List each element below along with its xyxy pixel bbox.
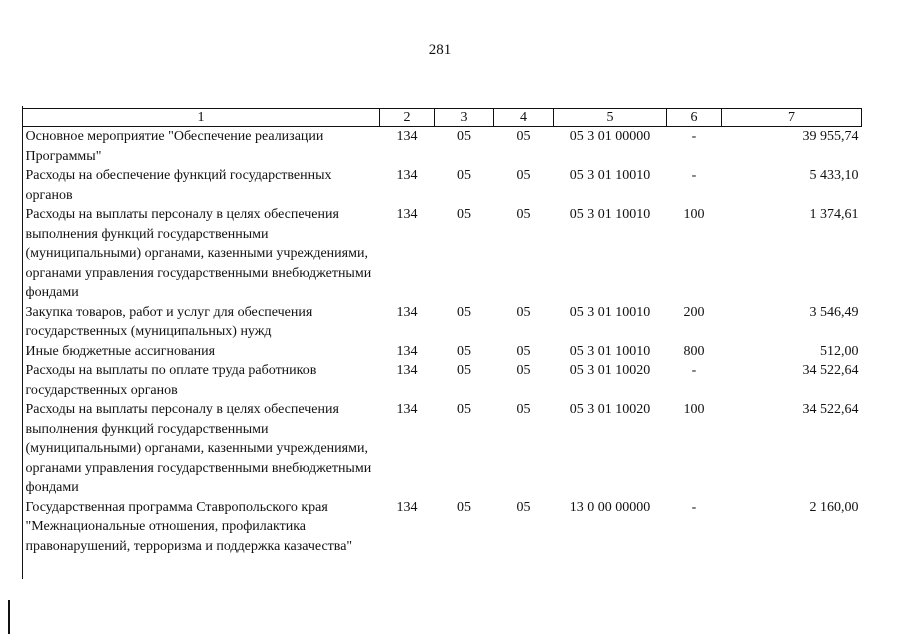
row-code-target: 13 0 00 00000 xyxy=(569,499,651,515)
row-code-section: 05 xyxy=(457,343,471,359)
row-code-expense: - xyxy=(691,363,697,378)
row-code-target: 05 3 01 10010 xyxy=(569,207,651,222)
row-name: Закупка товаров, работ и услуг для обеспечения государственных (муниципальных) нужд xyxy=(25,304,313,339)
row-name: Расходы на выплаты персоналу в целях обеспечения выполнения функций государственными (муниципальными) органами, казенными учреждениями, органами управления государственными внебюджетными фондами xyxy=(25,402,372,495)
row-amount: 3 546,49 xyxy=(809,304,859,320)
row-code-expense: 100 xyxy=(683,207,705,222)
table-row xyxy=(23,166,862,205)
row-code-section: 05 xyxy=(457,499,471,515)
page-number: 281 xyxy=(428,42,452,58)
row-code-target: 05 3 01 10020 xyxy=(569,402,651,417)
header-cell: 5 xyxy=(554,109,667,127)
row-code-section: 05 xyxy=(457,168,471,183)
table-row xyxy=(23,400,862,498)
table-row xyxy=(23,498,862,557)
row-code-expense: 800 xyxy=(683,343,705,359)
row-code-target: 05 3 01 10010 xyxy=(569,343,651,359)
row-code-ministry: 134 xyxy=(396,168,418,183)
row-name: Расходы на выплаты персоналу в целях обеспечения выполнения функций государственными (муниципальными) органами, казенными учреждениями, органами управления государственными внебюджетными фондами xyxy=(25,207,372,300)
left-margin-mark xyxy=(8,600,10,634)
row-name: Государственная программа Ставропольского края "Межнациональные отношения, профилактика правонарушений, терроризма и поддержка казачества" xyxy=(25,499,353,554)
header-cell: 7 xyxy=(722,109,862,127)
row-code-expense: - xyxy=(691,129,697,144)
row-code-subsection: 05 xyxy=(516,363,531,378)
row-code-subsection: 05 xyxy=(516,207,531,222)
row-code-ministry: 134 xyxy=(396,499,418,515)
row-code-expense: - xyxy=(691,168,697,183)
row-code-subsection: 05 xyxy=(516,304,531,320)
row-code-expense: 200 xyxy=(683,304,705,320)
row-amount: 39 955,74 xyxy=(802,129,859,144)
row-code-target: 05 3 01 00000 xyxy=(569,129,651,144)
row-code-target: 05 3 01 10010 xyxy=(569,304,651,320)
row-code-section: 05 xyxy=(457,207,471,222)
row-amount: 1 374,61 xyxy=(809,207,859,222)
row-code-target: 05 3 01 10010 xyxy=(569,168,651,183)
row-code-section: 05 xyxy=(457,129,471,144)
row-code-ministry: 134 xyxy=(396,402,418,417)
row-code-expense: 100 xyxy=(683,402,705,417)
row-code-subsection: 05 xyxy=(516,499,531,515)
table-row xyxy=(23,127,862,167)
header-cell: 1 xyxy=(23,109,380,127)
header-cell: 3 xyxy=(435,109,494,127)
row-code-subsection: 05 xyxy=(516,402,531,417)
row-code-subsection: 05 xyxy=(516,343,531,359)
row-amount: 2 160,00 xyxy=(809,499,859,515)
row-code-ministry: 134 xyxy=(396,207,418,222)
header-cell: 2 xyxy=(380,109,435,127)
row-code-section: 05 xyxy=(457,304,471,320)
row-name: Основное мероприятие "Обеспечение реализации Программы" xyxy=(25,129,324,164)
row-name: Расходы на обеспечение функций государственных органов xyxy=(25,168,332,203)
header-cell: 6 xyxy=(667,109,722,127)
row-code-ministry: 134 xyxy=(396,343,418,359)
table-row xyxy=(23,342,862,362)
row-code-ministry: 134 xyxy=(396,304,418,320)
table-row xyxy=(23,303,862,342)
header-cell: 4 xyxy=(494,109,554,127)
row-code-subsection: 05 xyxy=(516,129,531,144)
table-row xyxy=(23,361,862,400)
row-code-expense: - xyxy=(691,499,697,515)
row-amount: 512,00 xyxy=(820,343,859,359)
table-header-row xyxy=(23,109,862,127)
row-amount: 5 433,10 xyxy=(809,168,859,183)
row-code-target: 05 3 01 10020 xyxy=(569,363,651,378)
row-amount: 34 522,64 xyxy=(802,363,859,378)
row-amount: 34 522,64 xyxy=(802,402,859,417)
row-name: Расходы на выплаты по оплате труда работников государственных органов xyxy=(25,363,317,398)
budget-table xyxy=(22,108,862,556)
row-code-ministry: 134 xyxy=(396,129,418,144)
row-code-section: 05 xyxy=(457,363,471,378)
table-row xyxy=(23,205,862,303)
row-name: Иные бюджетные ассигнования xyxy=(25,343,216,359)
row-code-subsection: 05 xyxy=(516,168,531,183)
row-code-section: 05 xyxy=(457,402,471,417)
row-code-ministry: 134 xyxy=(396,363,418,378)
